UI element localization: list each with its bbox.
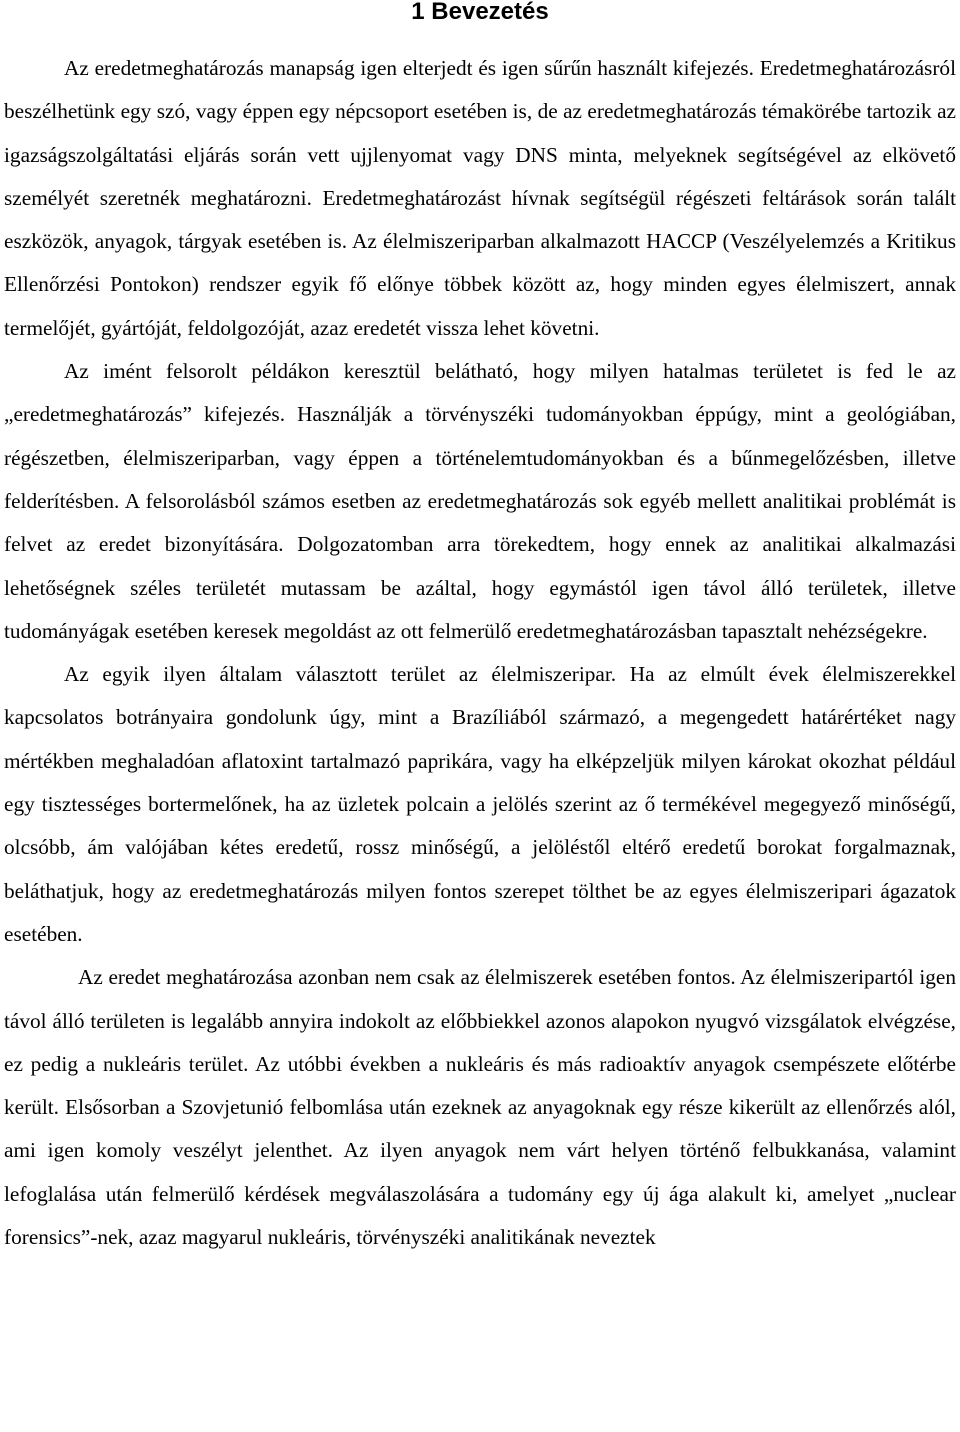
paragraph-4: Az eredet meghatározása azonban nem csak az élelmiszerek esetében fontos. Az élelmiszeripartól igen távol álló területen is legalább annyira indokolt az előbbiekkel azonos alapokon nyugvó vizsgálatok elvégzése, ez pedig a nukleáris terület. Az utóbbi években a nukleáris és más radioaktív anyagok csempészete előtérbe került. Elsősorban a Szovjetunió felbomlása után ezeknek az anyagoknak egy része kikerült az ellenőrzés alól, ami igen komoly veszélyt jelenthet. Az ilyen anyagok nem várt helyen történő felbukkanása, valamint lefoglalása után felmerülő kérdések megválaszolására a tudomány egy új ága alakult ki, amelyet „nuclear forensics”-nek, azaz magyarul nukleáris, törvényszéki analitikának neveztek xyxy=(4,965,956,1250)
paragraph-3: Az egyik ilyen általam választott terület az élelmiszeripar. Ha az elmúlt évek élelmiszerekkel kapcsolatos botrányaira gondolunk úgy, mint a Brazíliából származó, a megengedett határértéket nagy mértékben meghaladóan aflatoxint tartalmazó paprikára, vagy ha elképzeljük milyen károkat okozhat például egy tisztességes bortermelőnek, ha az üzletek polcain a jelölés szerint az ő termékével megegyező minőségű, olcsóbb, ám valójában kétes eredetű, rossz minőségű, a jelöléstől eltérő eredetű borokat forgalmaznak, beláthatjuk, hogy az eredetmeghatározás milyen fontos szerepet tölthet be az egyes élelmiszeripari ágazatok esetében. xyxy=(4,662,956,946)
section-heading: 1 Bevezetés xyxy=(411,0,549,25)
paragraph-2: Az imént felsorolt példákon keresztül belátható, hogy milyen hatalmas területet is fed le az „eredetmeghatározás” kifejezés. Használják a törvényszéki tudományokban éppúgy, mint a geológiában, régészetben, élelmiszeriparban, vagy éppen a történelemtudományokban és a bűnmegelőzésben, illetve felderítésben. A felsorolásból számos esetben az eredetmeghatározás sok egyéb mellett analitikai problémát is felvet az eredet bizonyítására. Dolgozatomban arra törekedtem, hogy ennek az analitikai alkalmazási lehetőségnek széles területét mutassam be azáltal, hogy egymástól igen távol álló területek, illetve tudományágak esetében keresek megoldást az ott felmerülő eredetmeghatározásban tapasztalt nehézségekre. xyxy=(4,359,956,643)
document-page xyxy=(4,0,956,1432)
paragraph-1: Az eredetmeghatározás manapság igen elterjedt és igen sűrűn használt kifejezés. Eredetmeghatározásról beszélhetünk egy szó, vagy éppen egy népcsoport esetében is, de az eredetmeghatározás témakörébe tartozik az igazságszolgáltatási eljárás során vett ujjlenyomat vagy DNS minta, melyeknek segítségével az elkövető személyét szeretnék meghatározni. Eredetmeghatározást hívnak segítségül régészeti feltárások során talált eszközök, anyagok, tárgyak esetében is. Az élelmiszeriparban alkalmazott HACCP (Veszélyelemzés a Kritikus Ellenőrzési Pontokon) rendszer egyik fő előnye többek között az, hogy minden egyes élelmiszert, annak termelőjét, gyártóját, feldolgozóját, azaz eredetét vissza lehet követni. xyxy=(4,56,956,340)
